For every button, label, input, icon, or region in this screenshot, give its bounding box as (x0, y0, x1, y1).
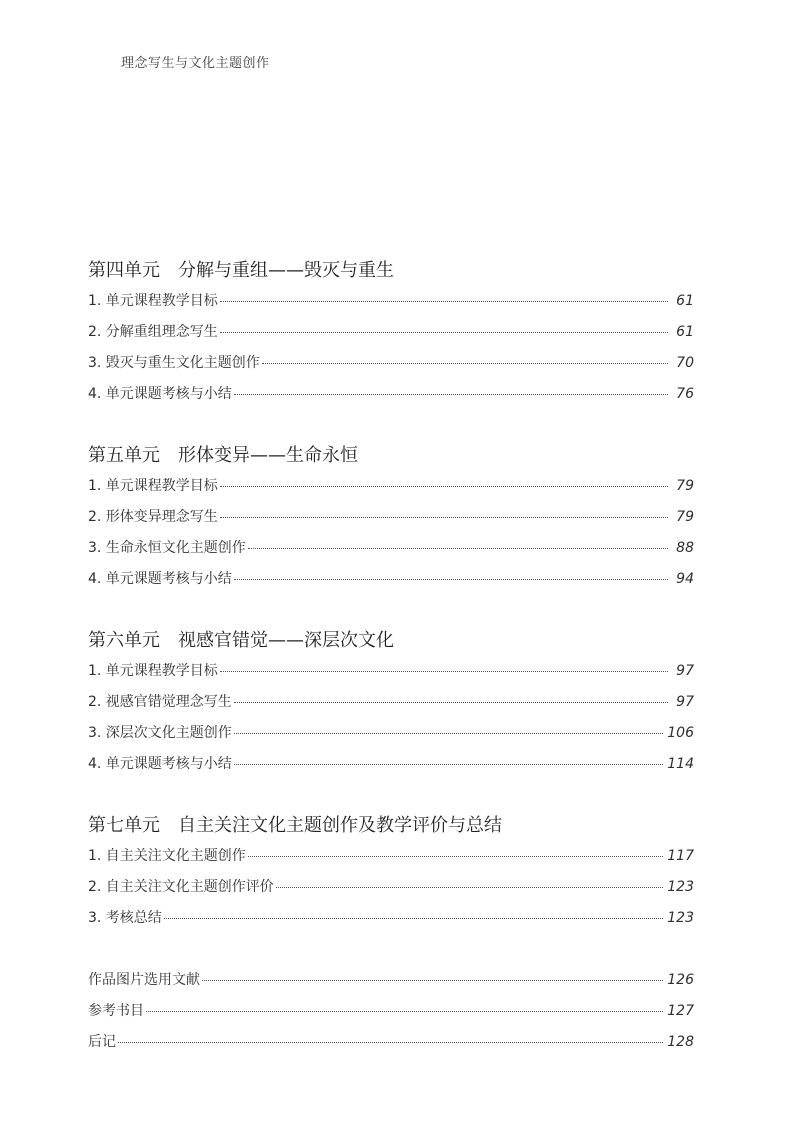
toc-entry-label: 2. 分解重组理念写生 (88, 324, 218, 340)
toc-entry-page: 97 (676, 694, 694, 710)
dot-leader (234, 579, 668, 580)
toc-entry-label: 3. 生命永恒文化主题创作 (88, 540, 246, 556)
toc-entry-label: 1. 单元课程教学目标 (88, 293, 218, 309)
toc-entry-page: 123 (667, 879, 694, 895)
toc-entry[interactable] (88, 903, 694, 934)
dot-leader (220, 517, 668, 518)
unit-title: 自主关注文化主题创作及教学评价与总结 (178, 815, 502, 836)
dot-leader (234, 733, 663, 734)
unit-section (88, 256, 694, 410)
toc-entry[interactable] (88, 1027, 694, 1058)
unit-heading (88, 441, 694, 471)
toc-entry-label: 后记 (88, 1034, 116, 1050)
dot-leader (234, 702, 668, 703)
unit-title: 形体变异——生命永恒 (178, 445, 358, 466)
running-header: 理念写生与文化主题创作 (121, 56, 270, 71)
toc-entry-page: 70 (676, 355, 694, 371)
toc-entry-label: 2. 视感官错觉理念写生 (88, 694, 232, 710)
toc-entry[interactable] (88, 687, 694, 718)
toc-entry[interactable] (88, 996, 694, 1027)
toc-entry[interactable] (88, 533, 694, 564)
toc-entry[interactable] (88, 718, 694, 749)
toc-entry-page: 94 (676, 571, 694, 587)
toc-entry-label: 2. 自主关注文化主题创作评价 (88, 879, 274, 895)
toc-entry[interactable] (88, 872, 694, 903)
dot-leader (146, 1011, 663, 1012)
dot-leader (234, 764, 663, 765)
unit-heading (88, 256, 694, 286)
dot-leader (248, 548, 668, 549)
toc-entry-page: 79 (676, 509, 694, 525)
unit-number: 第五单元 (88, 445, 160, 466)
toc-entry[interactable] (88, 656, 694, 687)
toc-entry[interactable] (88, 379, 694, 410)
toc-entry-page: 61 (676, 324, 694, 340)
dot-leader (262, 363, 668, 364)
unit-section (88, 441, 694, 595)
toc-entry-page: 126 (667, 972, 694, 988)
toc-entry-page: 123 (667, 910, 694, 926)
toc-entry[interactable] (88, 749, 694, 780)
toc-entry-page: 61 (676, 293, 694, 309)
unit-heading (88, 626, 694, 656)
toc-entry[interactable] (88, 348, 694, 379)
toc-entry-page: 117 (667, 848, 694, 864)
toc-entry-page: 79 (676, 478, 694, 494)
unit-number: 第四单元 (88, 260, 160, 281)
toc-entry-label: 4. 单元课题考核与小结 (88, 571, 232, 587)
toc-entry-label: 3. 毁灭与重生文化主题创作 (88, 355, 260, 371)
toc-entry-label: 1. 单元课程教学目标 (88, 478, 218, 494)
toc-entry-label: 参考书目 (88, 1003, 144, 1019)
dot-leader (248, 856, 663, 857)
toc-entry-page: 88 (676, 540, 694, 556)
toc-entry[interactable] (88, 286, 694, 317)
toc-entry[interactable] (88, 317, 694, 348)
dot-leader (220, 301, 668, 302)
dot-leader (202, 980, 663, 981)
toc-entry-label: 3. 考核总结 (88, 910, 162, 926)
toc-entry[interactable] (88, 502, 694, 533)
toc-entry-page: 97 (676, 663, 694, 679)
toc-entry-label: 2. 形体变异理念写生 (88, 509, 218, 525)
toc-entry[interactable] (88, 965, 694, 996)
toc-entry-page: 76 (676, 386, 694, 402)
toc-entry-label: 4. 单元课题考核与小结 (88, 386, 232, 402)
unit-number: 第六单元 (88, 630, 160, 651)
unit-section (88, 626, 694, 780)
toc-entry[interactable] (88, 471, 694, 502)
dot-leader (220, 332, 668, 333)
dot-leader (220, 486, 668, 487)
toc-entry[interactable] (88, 841, 694, 872)
toc-entry-label: 作品图片选用文献 (88, 972, 200, 988)
toc-entry-page: 114 (667, 756, 694, 772)
unit-title: 视感官错觉——深层次文化 (178, 630, 394, 651)
toc-entry-label: 4. 单元课题考核与小结 (88, 756, 232, 772)
unit-heading (88, 811, 694, 841)
back-matter-section (88, 965, 694, 1058)
toc-entry-label: 1. 自主关注文化主题创作 (88, 848, 246, 864)
toc-entry-label: 3. 深层次文化主题创作 (88, 725, 232, 741)
unit-title: 分解与重组——毁灭与重生 (178, 260, 394, 281)
unit-number: 第七单元 (88, 815, 160, 836)
table-of-contents (88, 256, 694, 1058)
toc-entry-page: 127 (667, 1003, 694, 1019)
toc-entry-page: 106 (667, 725, 694, 741)
dot-leader (234, 394, 668, 395)
dot-leader (118, 1042, 663, 1043)
dot-leader (276, 887, 663, 888)
unit-section (88, 811, 694, 934)
dot-leader (220, 671, 668, 672)
dot-leader (164, 918, 663, 919)
toc-entry-page: 128 (667, 1034, 694, 1050)
toc-entry[interactable] (88, 564, 694, 595)
toc-entry-label: 1. 单元课程教学目标 (88, 663, 218, 679)
